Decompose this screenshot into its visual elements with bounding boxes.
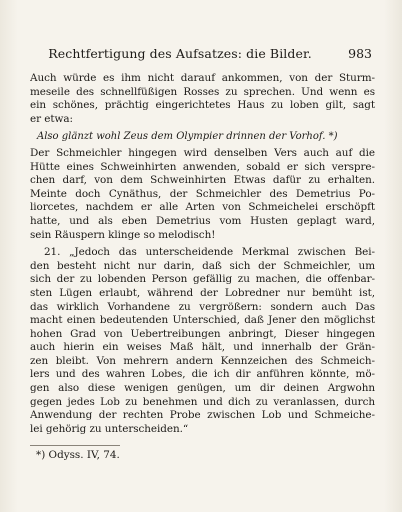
paragraph-3: [30, 246, 375, 436]
body-text: [30, 72, 375, 436]
verse-quote: Also glänzt wohl Zeus dem Olympier drinnen der Vorhof. *): [37, 131, 338, 143]
text-line: hohen Grad von Uebertreibungen anbringt, Dieser hingegen: [30, 327, 375, 340]
text-line: Anwendung der rechten Probe zwischen Lob und Schmeiche-: [30, 409, 375, 422]
text-line: Auch würde es ihm nicht darauf ankommen, von der Sturm-: [30, 72, 375, 84]
text-line: er etwa:: [30, 112, 73, 125]
text-line: lei gehörig zu unterscheiden.“: [30, 422, 189, 435]
footnote: *) Odyss. IV, 74.: [36, 449, 120, 461]
text-line: sten Lügen erlaubt, während der Lobredner nur bemüht ist,: [30, 286, 375, 299]
text-line: chen darf, von dem Schweinhirten Etwas dafür zu erhalten.: [30, 174, 375, 187]
text-line: meseile des schnellfüßigen Rosses zu sprechen. Und wenn es: [30, 85, 375, 98]
text-line: Meinte doch Cynäthus, der Schmeichler des Demetrius Po-: [30, 187, 375, 200]
paragraph-2: [30, 147, 375, 242]
text-line: Hütte eines Schweinhirten anwenden, sobald er sich verspre-: [30, 160, 375, 173]
text-line: ein schönes, prächtig eingerichtetes Haus zu loben gilt, sagt: [30, 99, 375, 112]
text-line: 21. „Jedoch das unterscheidende Merkmal zwischen Bei-: [44, 246, 375, 259]
text-line: das wirklich Vorhandene zu vergrößern: sondern auch Das: [30, 300, 375, 313]
text-line: lers und des wahren Lobes, die ich dir anführen könnte, mö-: [30, 368, 375, 381]
text-line: macht einen bedeutenden Unterschied, daß Jener den möglichst: [30, 314, 375, 327]
text-line: Der Schmeichler hingegen wird denselben Vers auch auf die: [30, 146, 375, 159]
text-line: gen also diese wenigen genügen, um dir deinen Argwohn: [30, 382, 375, 395]
paragraph-1: [30, 72, 375, 126]
text-line: hatte, und als eben Demetrius vom Husten geplagt ward,: [30, 214, 375, 227]
text-line: gegen jedes Lob zu benehmen und dich zu veranlassen, durch: [30, 395, 375, 408]
text-line: sein Räuspern klinge so melodisch!: [30, 228, 216, 241]
page-header: [30, 46, 372, 66]
text-line: zen bleibt. Von mehrern andern Kennzeichen des Schmeich-: [30, 354, 375, 367]
running-head: Rechtfertigung des Aufsatzes: die Bilder.: [48, 46, 312, 61]
footnote-rule: [30, 445, 120, 446]
text-line: liorcetes, nachdem er alle Arten von Schmeichelei erschöpft: [30, 201, 375, 214]
page-number: 983: [348, 46, 372, 61]
text-line: sich der zu lobenden Person gefällig zu machen, die offenbar-: [30, 273, 375, 286]
text-line: den besteht nicht nur darin, daß sich der Schmeichler, um: [30, 259, 375, 272]
text-line: auch hierin ein weises Maß hält, und innerhalb der Grän-: [30, 341, 375, 354]
